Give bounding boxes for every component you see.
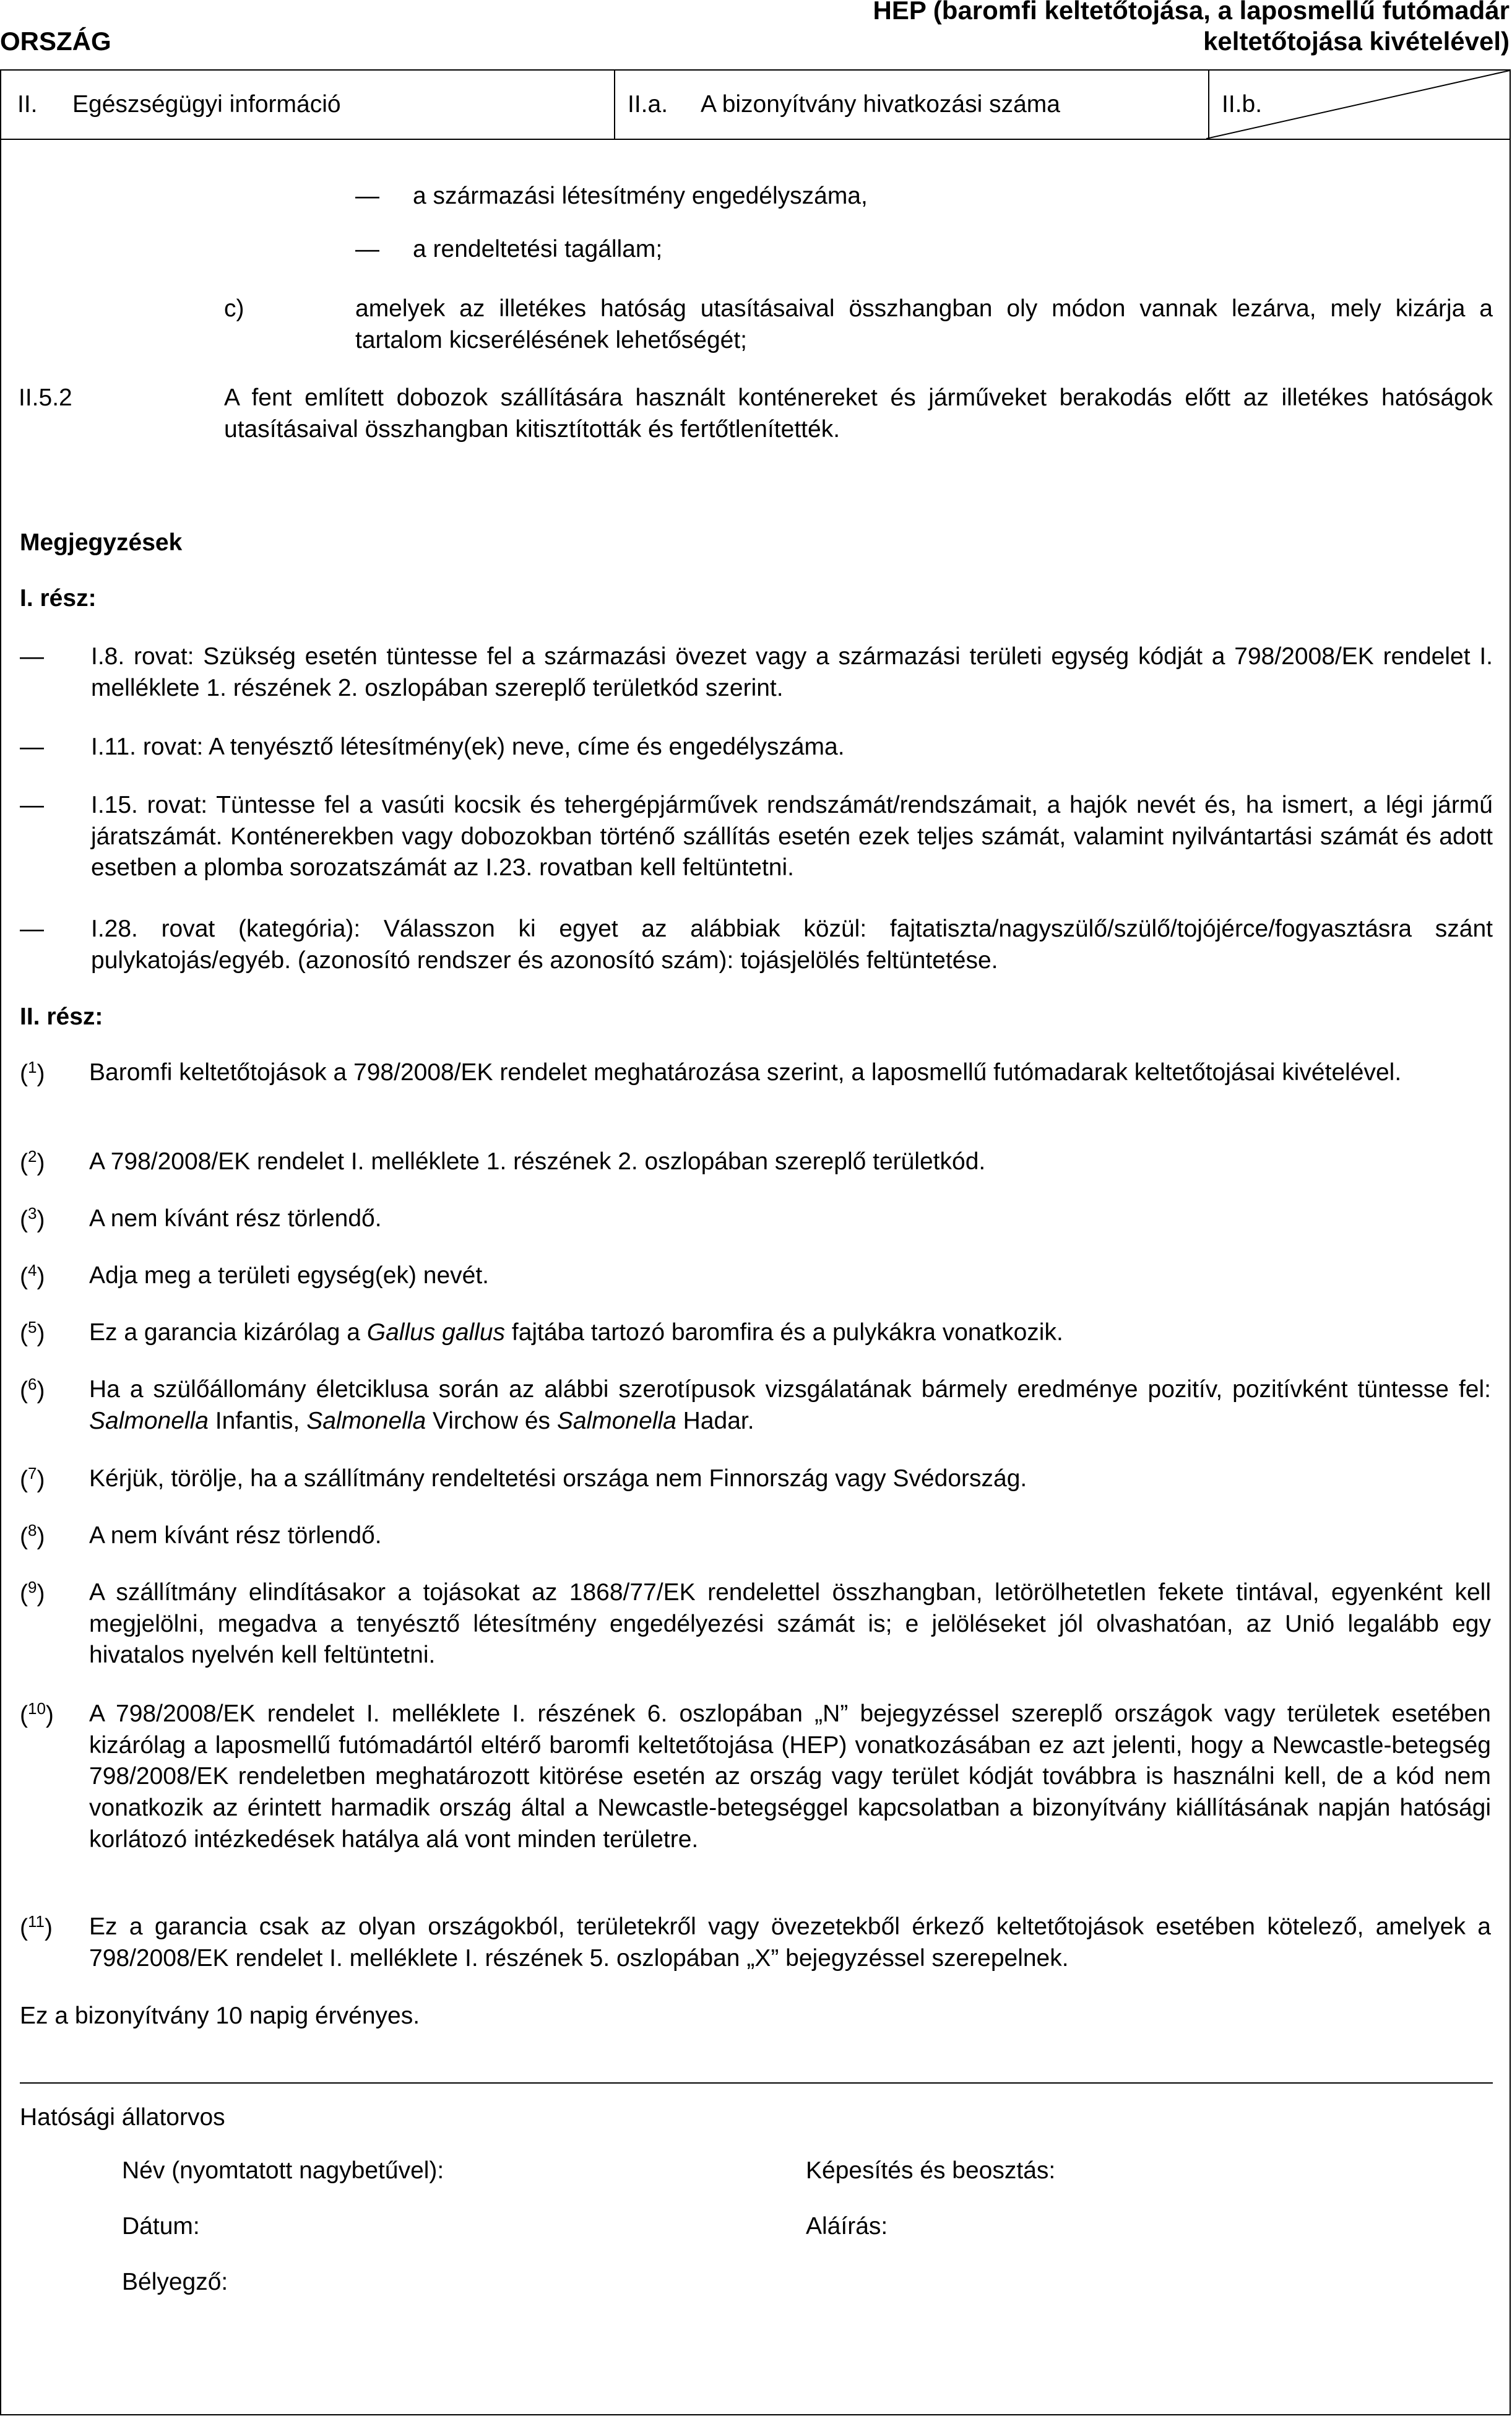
footnote-text: Adja meg a területi egység(ek) nevét. [89,1262,490,1289]
section-number: II.b. [1222,90,1263,118]
footnote-text: Kérjük, törölje, ha a szállítmány rendeltetési országa nem Finnország vagy Svédország. [89,1465,1027,1492]
footnote-marker: ($^1$) [20,1058,45,1087]
footnote-text: A 798/2008/EK rendelet I. melléklete 1. részének 2. oszlopában szereplő területkód. [89,1148,986,1175]
footnote [20,1520,1491,1552]
signature-title: Hatósági állatorvos [20,2104,225,2131]
footnote-marker: ($^8$) [20,1521,45,1550]
part1-note: I.11. rovat: A tenyésztő létesítmény(ek) neve, címe és engedélyszáma. [91,734,845,760]
footnote-marker: ($^5$) [20,1318,45,1347]
list-dash: — [20,916,44,942]
footnote-marker: ($^{11}$) [20,1912,53,1941]
section-number: II.a. [628,90,668,118]
footnote-marker: ($^{10}$) [20,1699,54,1728]
certificate-type-line2: keltetőtojása kivételével) [1203,27,1510,56]
part1-note: I.15. rovat: Tüntesse fel a vasúti kocsik és tehergépjárművek rendszámát/rendszámait, a hajók nevét és, ha ismert, a légi jármű járatszámát. Konténerekben vagy dobozokban történő szállítás esetén ezek teljes számát, valamint nyilvántartási számát és adott esetben a plomba sorozatszámát az I.23. rovatban kell feltüntetni. [91,792,1493,881]
footnote [20,1317,1491,1349]
name-label: Név (nyomtatott nagybetűvel): [122,2157,444,2184]
footnote [20,1699,1491,1855]
footnote-text: A szállítmány elindításakor a tojásokat az 1868/77/EK rendelettel összhangban, letörölhetetlen fekete tintával, egyenként kell megjelölni, megadva a tenyésztő létesítmény engedélyezési számát is; e jelöléseket jól olvashatóan, az Unió legalább egy hivatalos nyelvén kell feltüntetni. [89,1579,1491,1669]
footnote-text: Ha a szülőállomány életciklusa során az alábbi szerotípusok vizsgálatának bármely eredménye pozitív, pozitívként tüntesse fel: Salmonella Infantis, Salmonella Virchow és Salmonella Hadar. [89,1376,1491,1434]
part2-title: II. rész: [20,1003,103,1030]
cert-item-c-text: amelyek az illetékes hatóság utasításaival összhangban oly módon vannak lezárva, mely kizárja a tartalom kicserélésének lehetőségét; [355,295,1493,353]
certificate-type-line1: HEP (baromfi keltetőtojása, a laposmellű futómadár [873,0,1510,25]
footnote [20,1057,1491,1089]
certificate-frame [0,69,1511,2415]
footnote-marker: ($^7$) [20,1464,45,1493]
footnote-marker: ($^6$) [20,1375,45,1404]
footnote-text: Ez a garancia csak az olyan országokból, területekről vagy övezetekből érkező keltetőtojások esetében kötelező, amelyek a 798/2008/EK rendelet I. melléklete I. részének 5. oszlopában „X” bejegyzéssel szerepelnek. [89,1913,1491,1972]
footnote [20,1912,1491,1974]
part1-title: I. rész: [20,585,97,612]
list-dash: — [20,792,44,818]
section-number: II. [17,90,38,118]
cert-item-establishment-number: a származási létesítmény engedélyszáma, [413,183,868,209]
part1-note: I.8. rovat: Szükség esetén tüntesse fel a származási övezet vagy a származási területi egység kódját a 798/2008/EK rendelet I. melléklete 1. részének 2. oszlopában szereplő területkód szerint. [91,643,1493,701]
footnote-marker: ($^4$) [20,1261,45,1290]
cert-item-c-marker: c) [224,295,244,322]
date-label: Dátum: [122,2213,200,2240]
signature-divider [20,2082,1493,2084]
section-header-row [1,71,1510,140]
validity-statement: Ez a bizonyítvány 10 napig érvényes. [20,2003,420,2029]
footnote [20,1203,1491,1235]
list-dash: — [355,236,379,262]
part1-note: I.28. rovat (kategória): Válasszon ki egyet az alábbiak közül: fajtatiszta/nagyszülő/szülő/tojójérce/fogyasztásra szánt pulykatojás/egyéb. (azonosító rendszer és azonosító szám): tojásjelölés feltüntetése. [91,916,1493,974]
cert-section-number: II.5.2 [19,384,72,411]
section-label: Egészségügyi információ [72,90,341,118]
footnote-marker: ($^3$) [20,1204,45,1233]
cert-item-destination-state: a rendeltetési tagállam; [413,236,663,262]
section-cell-health-info [1,71,615,139]
footnote-text: Ez a garancia kizárólag a Gallus gallus fajtába tartozó baromfira és a pulykákra vonatkozik. [89,1319,1063,1346]
qualification-label: Képesítés és beosztás: [806,2157,1056,2184]
footnote [20,1463,1491,1495]
list-dash: — [355,183,379,209]
footnote-marker: ($^2$) [20,1147,45,1176]
footnote-marker: ($^9$) [20,1578,45,1607]
footnote [20,1374,1491,1437]
signature-label: Aláírás: [806,2213,888,2240]
list-dash: — [20,734,44,760]
stamp-label: Bélyegző: [122,2269,228,2295]
list-dash: — [20,643,44,670]
footnote-text: A 798/2008/EK rendelet I. melléklete I. részének 6. oszlopában „N” bejegyzéssel szereplő országok vagy területek esetében kizárólag a laposmellű futómadártól eltérő baromfi keltetőtojása (HEP) vonatkozásában ez azt jelenti, hogy a Newcastle-betegség 798/2008/EK rendeletben meghatározott kitörése esetén az ország vagy terület kódját továbbra is használni kell, de a kód nem vonatkozik az érintett harmadik ország által a Newcastle-betegséggel kapcsolatban a bizonyítvány kiállításának napján hatósági korlátozó intézkedések hatálya alá vont minden területre. [89,1700,1491,1853]
footnote [20,1260,1491,1292]
section-cell-reference-number [614,71,1209,139]
country-heading: ORSZÁG [0,27,111,56]
footnote-text: A nem kívánt rész törlendő. [89,1205,382,1232]
footnote [20,1146,1491,1178]
certificate-type-heading [873,0,1510,58]
footnote [20,1577,1491,1671]
footnote-text: Baromfi keltetőtojások a 798/2008/EK rendelet meghatározása szerint, a laposmellű futómadarak keltetőtojásai kivételével. [89,1059,1402,1086]
footnote-text: A nem kívánt rész törlendő. [89,1522,382,1549]
cert-section-text: A fent említett dobozok szállítására használt konténereket és járműveket berakodás előtt az illetékes hatóságok utasításaival összhangban kitisztították és fertőtlenítették. [224,384,1493,443]
notes-title: Megjegyzések [20,529,183,556]
section-label: A bizonyítvány hivatkozási száma [701,90,1060,118]
diagonal-corner-line [1206,71,1510,139]
